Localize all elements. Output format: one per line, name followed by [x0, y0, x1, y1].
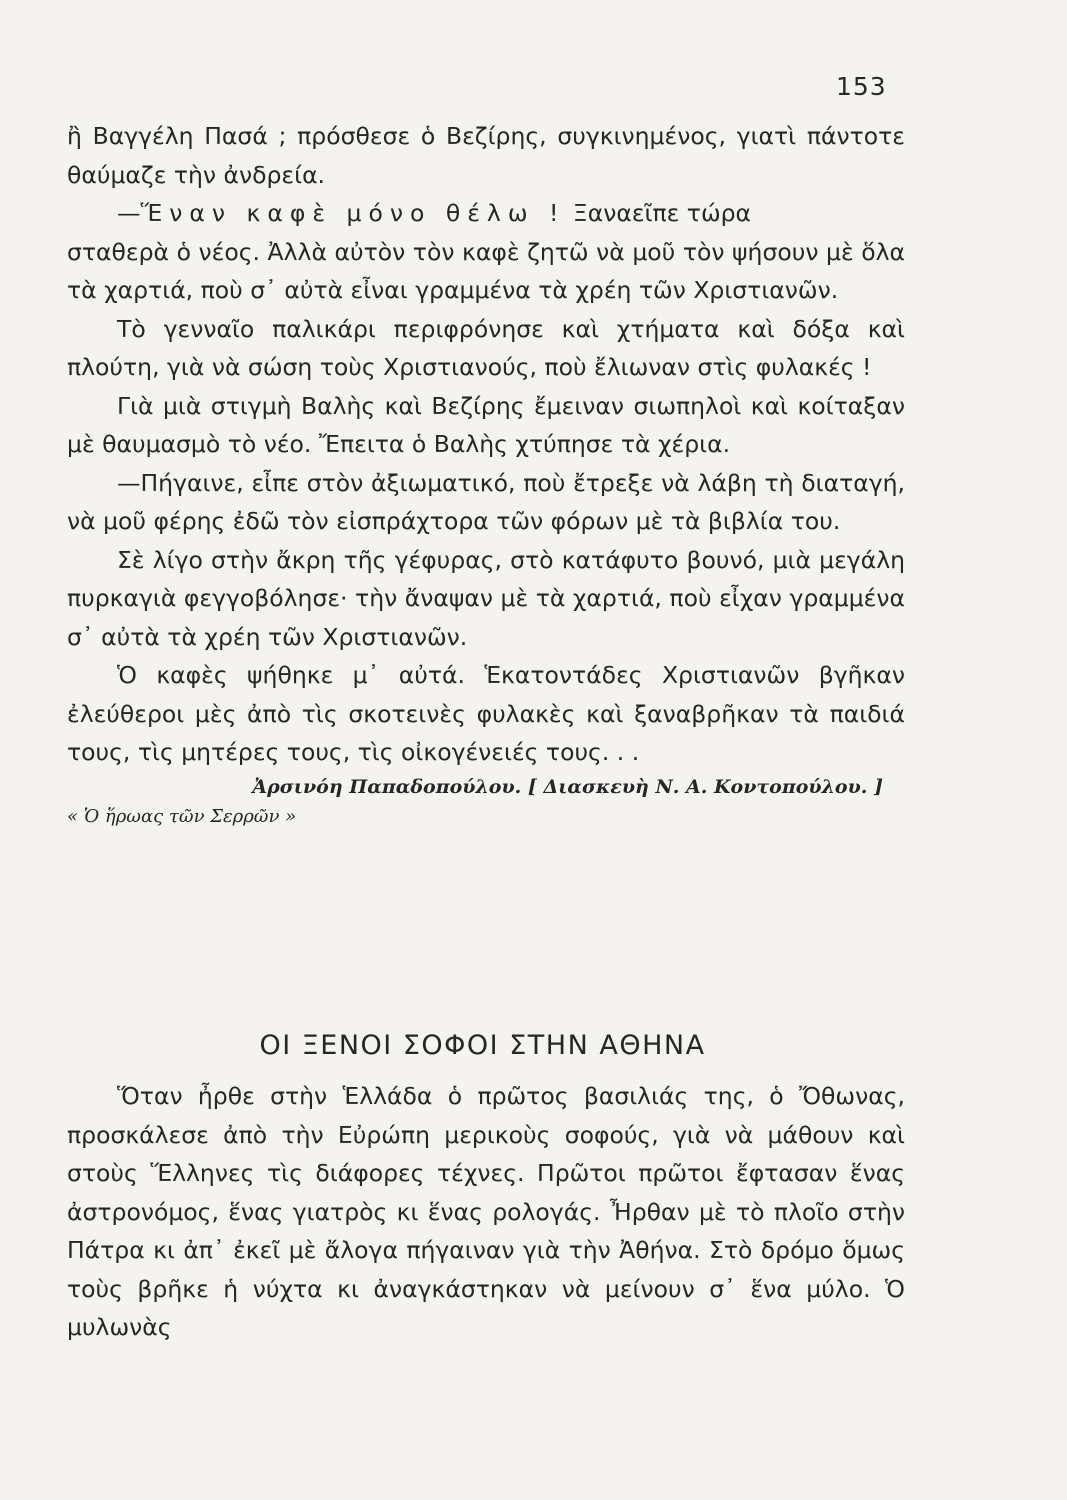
attribution: Ἀρσινόη Παπαδοπούλου. [ Διασκευὴ Ν. Α. Κοντοπούλου. ]	[252, 775, 883, 798]
paragraph-1: ἢ Βαγγέλη Πασά ; πρόσθεσε ὁ Βεζίρης, συγκινημένος, γιατὶ πάντοτε θαύμαζε τὴν ἀνδρεία.	[67, 122, 905, 189]
section-title: ΟΙ ΞΕΝΟΙ ΣΟΦΟΙ ΣΤΗΝ ΑΘΗΝΑ	[259, 1030, 706, 1061]
paragraph-6: Σὲ λίγο στὴν ἄκρη τῆς γέφυρας, στὸ κατάφυτο βουνό, μιὰ μεγάλη πυρκαγιὰ φεγγοβόλησε· τὴν ἄναψαν μὲ τὰ χαρτιά, ποὺ εἶχαν γραμμένα σ᾽ αὐτὰ τὰ χρέη τῶν Χριστιανῶν.	[67, 545, 905, 651]
paragraph-3: Τὸ γενναῖο παλικάρι περιφρόνησε καὶ χτήματα καὶ δόξα καὶ πλούτη, γιὰ νὰ σώση τοὺς Χριστιανούς, ποὺ ἔλιωναν στὶς φυλακές !	[67, 314, 905, 381]
story-text	[67, 117, 905, 832]
paragraph-5: —Πήγαινε, εἶπε στὸν ἀξιωματικό, ποὺ ἔτρεξε νὰ λάβη τὴ διαταγή, νὰ μοῦ φέρης ἐδῶ τὸν εἰσπράχτορα τῶν φόρων μὲ τὰ βιβλία του.	[67, 468, 905, 535]
page-number: 153	[836, 72, 887, 101]
dash: —	[117, 199, 141, 227]
section-text	[67, 1077, 905, 1347]
quote-rest: Ξαναεῖπε τώρα	[565, 199, 752, 227]
section-paragraph: Ὅταν ἦρθε στὴν Ἑλλάδα ὁ πρῶτος βασιλιάς της, ὁ Ὄθωνας, προσκάλεσε ἀπὸ τὴν Εὐρώπη μερικοὺς σοφούς, γιὰ νὰ μάθουν καὶ στοὺς Ἕλληνες τὶς διάφορες τέχνες. Πρῶτοι πρῶτοι ἔφτασαν ἕνας ἀστρονόμος, ἕνας γιατρὸς κι ἕνας ρολογάς. Ἦρθαν μὲ τὸ πλοῖο στὴν Πάτρα κι ἀπ᾽ ἐκεῖ μὲ ἄλογα πήγαιναν γιὰ τὴν Ἀθήνα. Στὸ δρόμο ὅμως τοὺς βρῆκε ἡ νύχτα κι ἀναγκάστηκαν νὰ μείνουν σ᾽ ἕνα μύλο. Ὁ μυλωνὰς	[67, 1082, 905, 1341]
dialogue-line	[67, 194, 905, 233]
source-title: « Ὁ ἥρωας τῶν Σερρῶν »	[67, 805, 297, 827]
paragraph-4: Γιὰ μιὰ στιγμὴ Βαλὴς καὶ Βεζίρης ἔμειναν σιωπηλοὶ καὶ κοίταξαν μὲ θαυμασμὸ τὸ νέο. Ἔπειτα ὁ Βαλὴς χτύπησε τὰ χέρια.	[67, 391, 905, 458]
paragraph-2: σταθερὰ ὁ νέος. Ἀλλὰ αὐτὸν τὸν καφὲ ζητῶ νὰ μοῦ τὸν ψήσουν μὲ ὅλα τὰ χαρτιά, ποὺ σ᾽ αὐτὰ εἶναι γραμμένα τὰ χρέη τῶν Χριστιανῶν.	[67, 237, 905, 304]
spaced-quote: Ἕναν καφὲ μόνο θέλω !	[140, 199, 566, 227]
paragraph-7: Ὁ καφὲς ψήθηκε μ᾽ αὐτά. Ἑκατοντάδες Χριστιανῶν βγῆκαν ἐλεύθεροι μὲς ἀπὸ τὶς σκοτεινὲς φυλακὲς καὶ ξαναβρῆκαν τὰ παιδιά τους, τὶς μητέρες τους, τὶς οἰκογένειές τους. . .	[67, 661, 905, 766]
